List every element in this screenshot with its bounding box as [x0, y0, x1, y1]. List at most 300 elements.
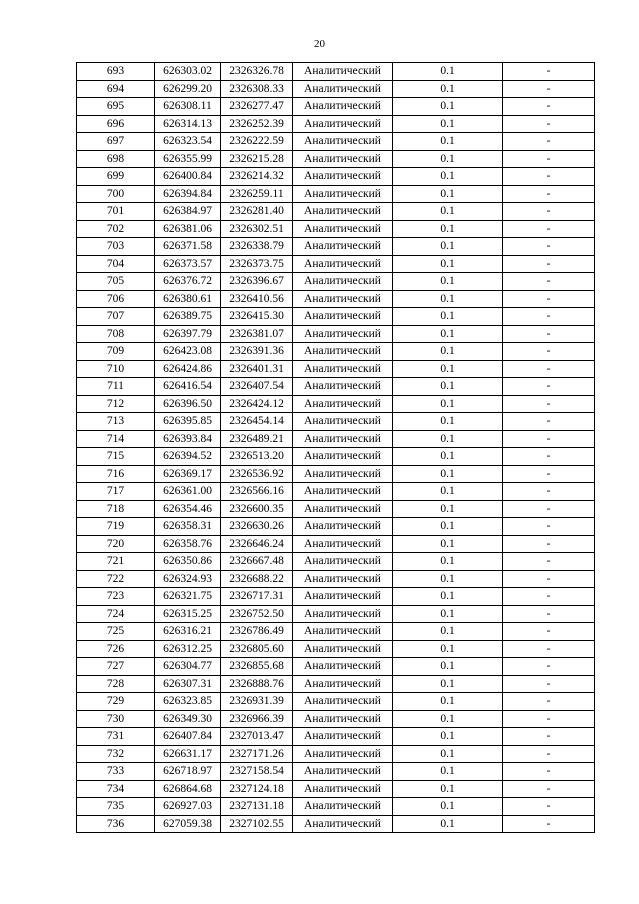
point-number-cell: 698 [77, 150, 155, 168]
table-row [77, 710, 595, 728]
x-coordinate-cell: 626389.75 [155, 308, 221, 326]
table-row [77, 98, 595, 116]
y-coordinate-cell: 2326667.48 [221, 553, 293, 571]
note-cell: - [503, 80, 595, 98]
accuracy-cell: 0.1 [393, 430, 503, 448]
note-cell: - [503, 290, 595, 308]
note-cell: - [503, 308, 595, 326]
y-coordinate-cell: 2326338.79 [221, 238, 293, 256]
note-cell: - [503, 168, 595, 186]
accuracy-cell: 0.1 [393, 483, 503, 501]
x-coordinate-cell: 626416.54 [155, 378, 221, 396]
method-cell: Аналитический [293, 413, 393, 431]
y-coordinate-cell: 2326966.39 [221, 710, 293, 728]
note-cell: - [503, 728, 595, 746]
note-cell: - [503, 413, 595, 431]
accuracy-cell: 0.1 [393, 605, 503, 623]
accuracy-cell: 0.1 [393, 763, 503, 781]
method-cell: Аналитический [293, 168, 393, 186]
note-cell: - [503, 518, 595, 536]
table-row [77, 203, 595, 221]
y-coordinate-cell: 2326326.78 [221, 63, 293, 81]
table-row [77, 623, 595, 641]
method-cell: Аналитический [293, 763, 393, 781]
x-coordinate-cell: 626400.84 [155, 168, 221, 186]
x-coordinate-cell: 626324.93 [155, 570, 221, 588]
accuracy-cell: 0.1 [393, 203, 503, 221]
point-number-cell: 723 [77, 588, 155, 606]
table-row [77, 133, 595, 151]
x-coordinate-cell: 626355.99 [155, 150, 221, 168]
accuracy-cell: 0.1 [393, 815, 503, 833]
table-row [77, 343, 595, 361]
method-cell: Аналитический [293, 693, 393, 711]
x-coordinate-cell: 626361.00 [155, 483, 221, 501]
y-coordinate-cell: 2326373.75 [221, 255, 293, 273]
accuracy-cell: 0.1 [393, 465, 503, 483]
y-coordinate-cell: 2326786.49 [221, 623, 293, 641]
method-cell: Аналитический [293, 745, 393, 763]
accuracy-cell: 0.1 [393, 798, 503, 816]
y-coordinate-cell: 2326252.39 [221, 115, 293, 133]
note-cell: - [503, 98, 595, 116]
point-number-cell: 721 [77, 553, 155, 571]
y-coordinate-cell: 2327124.18 [221, 780, 293, 798]
note-cell: - [503, 203, 595, 221]
note-cell: - [503, 255, 595, 273]
note-cell: - [503, 605, 595, 623]
y-coordinate-cell: 2326215.28 [221, 150, 293, 168]
accuracy-cell: 0.1 [393, 238, 503, 256]
y-coordinate-cell: 2326600.35 [221, 500, 293, 518]
accuracy-cell: 0.1 [393, 220, 503, 238]
y-coordinate-cell: 2326401.31 [221, 360, 293, 378]
accuracy-cell: 0.1 [393, 343, 503, 361]
note-cell: - [503, 483, 595, 501]
note-cell: - [503, 640, 595, 658]
accuracy-cell: 0.1 [393, 500, 503, 518]
accuracy-cell: 0.1 [393, 115, 503, 133]
x-coordinate-cell: 626631.17 [155, 745, 221, 763]
table-row [77, 273, 595, 291]
point-number-cell: 706 [77, 290, 155, 308]
x-coordinate-cell: 626308.11 [155, 98, 221, 116]
point-number-cell: 701 [77, 203, 155, 221]
table-row [77, 518, 595, 536]
note-cell: - [503, 448, 595, 466]
point-number-cell: 702 [77, 220, 155, 238]
note-cell: - [503, 430, 595, 448]
table-row [77, 448, 595, 466]
x-coordinate-cell: 626358.76 [155, 535, 221, 553]
method-cell: Аналитический [293, 780, 393, 798]
x-coordinate-cell: 626423.08 [155, 343, 221, 361]
x-coordinate-cell: 626393.84 [155, 430, 221, 448]
point-number-cell: 703 [77, 238, 155, 256]
table-row [77, 465, 595, 483]
method-cell: Аналитический [293, 535, 393, 553]
y-coordinate-cell: 2326566.16 [221, 483, 293, 501]
x-coordinate-cell: 626864.68 [155, 780, 221, 798]
note-cell: - [503, 115, 595, 133]
method-cell: Аналитический [293, 80, 393, 98]
x-coordinate-cell: 626396.50 [155, 395, 221, 413]
page-number: 20 [314, 38, 325, 50]
table-row [77, 763, 595, 781]
y-coordinate-cell: 2326513.20 [221, 448, 293, 466]
accuracy-cell: 0.1 [393, 535, 503, 553]
point-number-cell: 726 [77, 640, 155, 658]
method-cell: Аналитический [293, 815, 393, 833]
point-number-cell: 717 [77, 483, 155, 501]
table-row [77, 290, 595, 308]
accuracy-cell: 0.1 [393, 133, 503, 151]
y-coordinate-cell: 2326302.51 [221, 220, 293, 238]
accuracy-cell: 0.1 [393, 273, 503, 291]
note-cell: - [503, 378, 595, 396]
point-number-cell: 722 [77, 570, 155, 588]
table-row [77, 185, 595, 203]
y-coordinate-cell: 2326536.92 [221, 465, 293, 483]
method-cell: Аналитический [293, 203, 393, 221]
x-coordinate-cell: 626369.17 [155, 465, 221, 483]
point-number-cell: 697 [77, 133, 155, 151]
table-row [77, 570, 595, 588]
accuracy-cell: 0.1 [393, 98, 503, 116]
note-cell: - [503, 150, 595, 168]
y-coordinate-cell: 2326688.22 [221, 570, 293, 588]
x-coordinate-cell: 626384.97 [155, 203, 221, 221]
table-row [77, 325, 595, 343]
point-number-cell: 732 [77, 745, 155, 763]
note-cell: - [503, 325, 595, 343]
accuracy-cell: 0.1 [393, 448, 503, 466]
y-coordinate-cell: 2326424.12 [221, 395, 293, 413]
table-row [77, 63, 595, 81]
note-cell: - [503, 63, 595, 81]
x-coordinate-cell: 626304.77 [155, 658, 221, 676]
method-cell: Аналитический [293, 185, 393, 203]
x-coordinate-cell: 626394.84 [155, 185, 221, 203]
accuracy-cell: 0.1 [393, 255, 503, 273]
y-coordinate-cell: 2326281.40 [221, 203, 293, 221]
point-number-cell: 709 [77, 343, 155, 361]
table-row [77, 640, 595, 658]
note-cell: - [503, 273, 595, 291]
method-cell: Аналитический [293, 798, 393, 816]
x-coordinate-cell: 626321.75 [155, 588, 221, 606]
table-row [77, 605, 595, 623]
y-coordinate-cell: 2326214.32 [221, 168, 293, 186]
x-coordinate-cell: 626376.72 [155, 273, 221, 291]
note-cell: - [503, 710, 595, 728]
table-row [77, 780, 595, 798]
table-row [77, 168, 595, 186]
note-cell: - [503, 693, 595, 711]
accuracy-cell: 0.1 [393, 325, 503, 343]
accuracy-cell: 0.1 [393, 150, 503, 168]
y-coordinate-cell: 2326415.30 [221, 308, 293, 326]
accuracy-cell: 0.1 [393, 728, 503, 746]
note-cell: - [503, 745, 595, 763]
method-cell: Аналитический [293, 483, 393, 501]
accuracy-cell: 0.1 [393, 588, 503, 606]
table-row [77, 693, 595, 711]
x-coordinate-cell: 626307.31 [155, 675, 221, 693]
point-number-cell: 700 [77, 185, 155, 203]
accuracy-cell: 0.1 [393, 710, 503, 728]
accuracy-cell: 0.1 [393, 570, 503, 588]
method-cell: Аналитический [293, 710, 393, 728]
accuracy-cell: 0.1 [393, 518, 503, 536]
accuracy-cell: 0.1 [393, 290, 503, 308]
method-cell: Аналитический [293, 623, 393, 641]
accuracy-cell: 0.1 [393, 63, 503, 81]
method-cell: Аналитический [293, 290, 393, 308]
point-number-cell: 699 [77, 168, 155, 186]
accuracy-cell: 0.1 [393, 395, 503, 413]
point-number-cell: 695 [77, 98, 155, 116]
y-coordinate-cell: 2326489.21 [221, 430, 293, 448]
x-coordinate-cell: 626350.86 [155, 553, 221, 571]
table-row [77, 360, 595, 378]
note-cell: - [503, 238, 595, 256]
note-cell: - [503, 798, 595, 816]
note-cell: - [503, 535, 595, 553]
x-coordinate-cell: 626323.85 [155, 693, 221, 711]
point-number-cell: 711 [77, 378, 155, 396]
accuracy-cell: 0.1 [393, 80, 503, 98]
table-row [77, 255, 595, 273]
y-coordinate-cell: 2326454.14 [221, 413, 293, 431]
y-coordinate-cell: 2327013.47 [221, 728, 293, 746]
method-cell: Аналитический [293, 150, 393, 168]
point-number-cell: 728 [77, 675, 155, 693]
method-cell: Аналитический [293, 395, 393, 413]
point-number-cell: 694 [77, 80, 155, 98]
x-coordinate-cell: 626314.13 [155, 115, 221, 133]
y-coordinate-cell: 2326630.26 [221, 518, 293, 536]
method-cell: Аналитический [293, 430, 393, 448]
accuracy-cell: 0.1 [393, 693, 503, 711]
accuracy-cell: 0.1 [393, 553, 503, 571]
method-cell: Аналитический [293, 658, 393, 676]
y-coordinate-cell: 2326410.56 [221, 290, 293, 308]
accuracy-cell: 0.1 [393, 623, 503, 641]
table-row [77, 745, 595, 763]
note-cell: - [503, 185, 595, 203]
x-coordinate-cell: 626718.97 [155, 763, 221, 781]
point-number-cell: 735 [77, 798, 155, 816]
table-row [77, 500, 595, 518]
y-coordinate-cell: 2326222.59 [221, 133, 293, 151]
y-coordinate-cell: 2326396.67 [221, 273, 293, 291]
y-coordinate-cell: 2326259.11 [221, 185, 293, 203]
table-row [77, 535, 595, 553]
note-cell: - [503, 658, 595, 676]
note-cell: - [503, 675, 595, 693]
x-coordinate-cell: 626303.02 [155, 63, 221, 81]
method-cell: Аналитический [293, 570, 393, 588]
table-row [77, 728, 595, 746]
note-cell: - [503, 815, 595, 833]
method-cell: Аналитический [293, 360, 393, 378]
table-row [77, 430, 595, 448]
table-row [77, 80, 595, 98]
table-row [77, 675, 595, 693]
point-number-cell: 715 [77, 448, 155, 466]
point-number-cell: 733 [77, 763, 155, 781]
point-number-cell: 725 [77, 623, 155, 641]
accuracy-cell: 0.1 [393, 745, 503, 763]
method-cell: Аналитический [293, 133, 393, 151]
table-row [77, 798, 595, 816]
point-number-cell: 720 [77, 535, 155, 553]
x-coordinate-cell: 626312.25 [155, 640, 221, 658]
method-cell: Аналитический [293, 238, 393, 256]
method-cell: Аналитический [293, 500, 393, 518]
method-cell: Аналитический [293, 448, 393, 466]
coordinates-table [76, 62, 595, 833]
y-coordinate-cell: 2327158.54 [221, 763, 293, 781]
point-number-cell: 724 [77, 605, 155, 623]
y-coordinate-cell: 2326855.68 [221, 658, 293, 676]
y-coordinate-cell: 2326646.24 [221, 535, 293, 553]
x-coordinate-cell: 626407.84 [155, 728, 221, 746]
table-row [77, 238, 595, 256]
method-cell: Аналитический [293, 220, 393, 238]
note-cell: - [503, 220, 595, 238]
point-number-cell: 705 [77, 273, 155, 291]
x-coordinate-cell: 626316.21 [155, 623, 221, 641]
x-coordinate-cell: 626371.58 [155, 238, 221, 256]
note-cell: - [503, 553, 595, 571]
x-coordinate-cell: 626380.61 [155, 290, 221, 308]
y-coordinate-cell: 2326931.39 [221, 693, 293, 711]
method-cell: Аналитический [293, 728, 393, 746]
y-coordinate-cell: 2326888.76 [221, 675, 293, 693]
point-number-cell: 712 [77, 395, 155, 413]
table-row [77, 815, 595, 833]
note-cell: - [503, 500, 595, 518]
accuracy-cell: 0.1 [393, 413, 503, 431]
x-coordinate-cell: 626424.86 [155, 360, 221, 378]
accuracy-cell: 0.1 [393, 658, 503, 676]
x-coordinate-cell: 626349.30 [155, 710, 221, 728]
point-number-cell: 730 [77, 710, 155, 728]
x-coordinate-cell: 626381.06 [155, 220, 221, 238]
x-coordinate-cell: 626394.52 [155, 448, 221, 466]
x-coordinate-cell: 626315.25 [155, 605, 221, 623]
y-coordinate-cell: 2326805.60 [221, 640, 293, 658]
note-cell: - [503, 763, 595, 781]
method-cell: Аналитический [293, 115, 393, 133]
x-coordinate-cell: 626395.85 [155, 413, 221, 431]
method-cell: Аналитический [293, 640, 393, 658]
accuracy-cell: 0.1 [393, 378, 503, 396]
note-cell: - [503, 360, 595, 378]
method-cell: Аналитический [293, 605, 393, 623]
y-coordinate-cell: 2326407.54 [221, 378, 293, 396]
y-coordinate-cell: 2326391.36 [221, 343, 293, 361]
y-coordinate-cell: 2326381.07 [221, 325, 293, 343]
method-cell: Аналитический [293, 98, 393, 116]
y-coordinate-cell: 2327131.18 [221, 798, 293, 816]
table-row [77, 483, 595, 501]
x-coordinate-cell: 626354.46 [155, 500, 221, 518]
accuracy-cell: 0.1 [393, 675, 503, 693]
y-coordinate-cell: 2327102.55 [221, 815, 293, 833]
method-cell: Аналитический [293, 343, 393, 361]
point-number-cell: 708 [77, 325, 155, 343]
accuracy-cell: 0.1 [393, 185, 503, 203]
y-coordinate-cell: 2326308.33 [221, 80, 293, 98]
note-cell: - [503, 465, 595, 483]
point-number-cell: 729 [77, 693, 155, 711]
table-row [77, 658, 595, 676]
table-row [77, 220, 595, 238]
point-number-cell: 719 [77, 518, 155, 536]
method-cell: Аналитический [293, 63, 393, 81]
x-coordinate-cell: 626927.03 [155, 798, 221, 816]
y-coordinate-cell: 2326717.31 [221, 588, 293, 606]
point-number-cell: 718 [77, 500, 155, 518]
table-row [77, 553, 595, 571]
point-number-cell: 714 [77, 430, 155, 448]
table-row [77, 115, 595, 133]
method-cell: Аналитический [293, 518, 393, 536]
point-number-cell: 696 [77, 115, 155, 133]
x-coordinate-cell: 626397.79 [155, 325, 221, 343]
y-coordinate-cell: 2326752.50 [221, 605, 293, 623]
x-coordinate-cell: 626323.54 [155, 133, 221, 151]
y-coordinate-cell: 2327171.26 [221, 745, 293, 763]
point-number-cell: 736 [77, 815, 155, 833]
table-row [77, 378, 595, 396]
note-cell: - [503, 395, 595, 413]
table-row [77, 308, 595, 326]
note-cell: - [503, 780, 595, 798]
y-coordinate-cell: 2326277.47 [221, 98, 293, 116]
accuracy-cell: 0.1 [393, 168, 503, 186]
note-cell: - [503, 588, 595, 606]
note-cell: - [503, 343, 595, 361]
note-cell: - [503, 133, 595, 151]
point-number-cell: 727 [77, 658, 155, 676]
method-cell: Аналитический [293, 308, 393, 326]
table-row [77, 413, 595, 431]
point-number-cell: 707 [77, 308, 155, 326]
table-row [77, 588, 595, 606]
x-coordinate-cell: 626358.31 [155, 518, 221, 536]
table-row [77, 395, 595, 413]
point-number-cell: 731 [77, 728, 155, 746]
note-cell: - [503, 570, 595, 588]
point-number-cell: 693 [77, 63, 155, 81]
point-number-cell: 704 [77, 255, 155, 273]
point-number-cell: 710 [77, 360, 155, 378]
accuracy-cell: 0.1 [393, 640, 503, 658]
method-cell: Аналитический [293, 553, 393, 571]
accuracy-cell: 0.1 [393, 780, 503, 798]
point-number-cell: 716 [77, 465, 155, 483]
method-cell: Аналитический [293, 273, 393, 291]
method-cell: Аналитический [293, 588, 393, 606]
accuracy-cell: 0.1 [393, 308, 503, 326]
x-coordinate-cell: 627059.38 [155, 815, 221, 833]
x-coordinate-cell: 626373.57 [155, 255, 221, 273]
note-cell: - [503, 623, 595, 641]
